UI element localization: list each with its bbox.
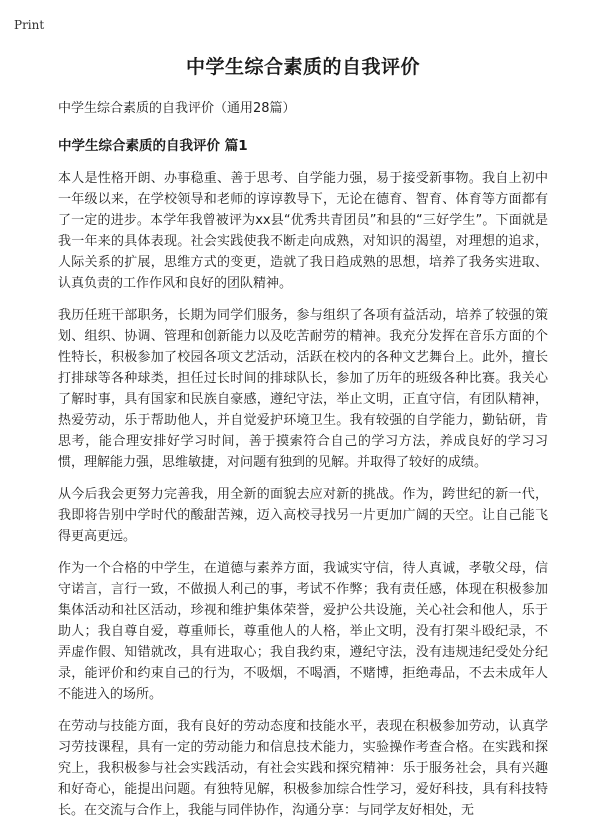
paragraph: 我历任班干部职务，长期为同学们服务，参与组织了各项有益活动，培养了较强的策划、组织、协调、管理和创新能力以及吃苦耐劳的精神。我充分发挥在音乐方面的个性特长，积极参加了校园各项文艺活动，活跃在校内的各种文艺舞台上。此外，擅长打排球等各种球类，担任过长时间的排球队长，参加了历年的班级各种比赛。我关心了解时事，具有国家和民族自豪感，遵纪守法，举止文明，正直守信，有团队精神，热爱劳动，乐于帮助他人，并自觉爱护环境卫生。我有较强的自学能力，勤钻研，肯思考，能合理安排好学习时间，善于摸索符合自己的学习方法，养成良好的学习习惯，理解能力强，思维敏捷，对问题有独到的见解。并取得了较好的成绩。 <box>58 308 548 470</box>
paragraph: 从今后我会更努力完善我，用全新的面貌去应对新的挑战。作为，跨世纪的新一代，我即将告别中学时代的酸甜苦辣，迈入高校寻找另一片更加广阔的天空。让自己能飞得更高更远。 <box>58 487 548 544</box>
paragraph: 本人是性格开朗、办事稳重、善于思考、自学能力强，易于接受新事物。我自上初中一年级以来，在学校领导和老师的谆谆教导下，无论在德育、智育、体育等方面都有了一定的进步。本学年我曾被评为xx县“优秀共青团员”和县的“三好学生”。下面就是我一年来的具体表现。社会实践使我不断走向成熟，对知识的渴望，对理想的追求，人际关系的扩展，思维方式的变更，造就了我日趋成熟的思想，培养了我务实进取、认真负责的工作作风和良好的团队精神。 <box>58 171 548 291</box>
paragraph: 作为一个合格的中学生，在道德与素养方面，我诚实守信，待人真诚，孝敬父母，信守诺言，言行一致，不做损人利己的事，考试不作弊；我有责任感，体现在积极参加集体活动和社区活动，珍视和维护集体荣誉，爱护公共设施，关心社会和他人，乐于助人；我自尊自爱，尊重师长，尊重他人的人格，举止文明，没有打架斗殴纪录，不弄虚作假、知错就改，具有进取心；我自我约束，遵纪守法，没有违规违纪受处分纪录，能评价和约束自己的行为，不吸烟，不喝酒，不赌博，拒绝毒品，不去未成年人不能进入的场所。 <box>58 561 548 702</box>
paragraph: 在劳动与技能方面，我有良好的劳动态度和技能水平，表现在积极参加劳动，认真学习劳技课程，具有一定的劳动能力和信息技术能力，实验操作考查合格。在实践和探究上，我积极参与社会实践活动，有社会实践和探究精神：乐于服务社会，具有兴趣和好奇心，能提出问题。有独特见解，积极参加综合性学习，爱好科技，具有科技特长。在交流与合作上，我能与同伴协作，沟通分享：与同学友好相处，无 <box>58 719 548 818</box>
document-body <box>58 52 548 832</box>
document-subtitle: 中学生综合素质的自我评价（通用28篇） <box>58 101 296 116</box>
section-heading: 中学生综合素质的自我评价 篇1 <box>58 138 248 154</box>
print-link[interactable]: Print <box>14 18 45 32</box>
document-title: 中学生综合素质的自我评价 <box>185 56 420 78</box>
